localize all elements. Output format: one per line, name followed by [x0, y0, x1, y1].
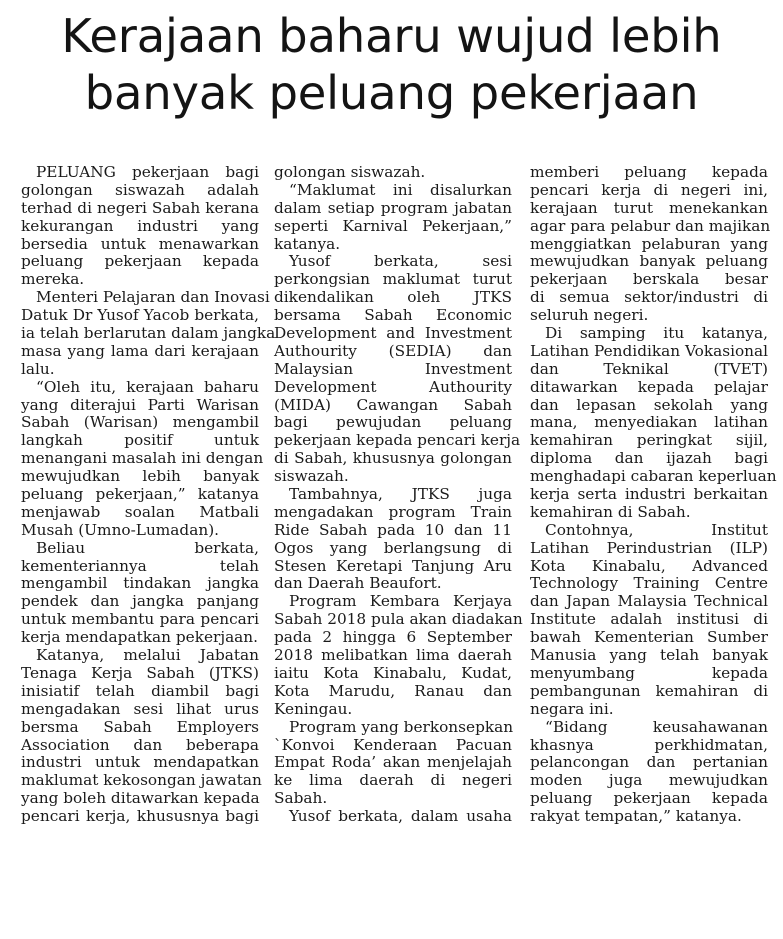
- text-line: seluruh negeri.: [530, 306, 649, 325]
- text-line: Development Authourity: [274, 377, 512, 396]
- text-line: dikendalikan oleh JTKS: [274, 288, 512, 307]
- text-line: “Oleh itu, kerajaan baharu: [36, 377, 259, 396]
- text-line: bersma Sabah Employers: [21, 717, 259, 736]
- text-line: perkongsian maklumat turut: [274, 270, 512, 289]
- text-line: dan Daerah Beaufort.: [274, 574, 442, 593]
- text-line: pembangunan kemahiran di: [530, 681, 768, 700]
- text-line: mengambil tindakan jangka: [21, 574, 259, 593]
- text-line: Program Kembara Kerjaya: [289, 592, 512, 611]
- text-line: langkah positif untuk: [21, 431, 259, 450]
- text-line: Tenaga Kerja Sabah (JTKS): [21, 663, 259, 682]
- text-line: mereka.: [21, 270, 85, 289]
- text-line: Contohnya, Institut: [545, 520, 768, 539]
- text-line: Ogos yang berlangsung di: [274, 538, 512, 557]
- text-line: ditawarkan kepada pelajar: [530, 377, 768, 396]
- article-column-3: [530, 163, 777, 826]
- text-line: mengadakan sesi lihat urus: [21, 699, 259, 718]
- text-line: Menteri Pelajaran dan Inovasi: [36, 288, 270, 307]
- text-line: Ride Sabah pada 10 dan 11: [274, 520, 512, 539]
- text-line: “Maklumat ini disalurkan: [289, 180, 512, 199]
- text-line: Datuk Dr Yusof Yacob berkata,: [21, 306, 259, 325]
- text-line: 2018 melibatkan lima daerah: [274, 646, 512, 665]
- text-line: kementeriannya telah: [21, 556, 259, 575]
- text-line: golongan siswazah.: [274, 163, 426, 181]
- text-line: Malaysian Investment: [274, 359, 512, 378]
- text-line: Empat Roda’ akan menjelajah: [274, 753, 512, 772]
- text-line: pencari kerja di negeri ini,: [530, 180, 768, 199]
- text-line: Kota Kinabalu, Advanced: [530, 556, 768, 575]
- text-line: Sabah.: [274, 789, 328, 808]
- text-line: rakyat tempatan,” katanya.: [530, 807, 742, 826]
- text-line: Musah (Umno-Lumadan).: [21, 520, 220, 539]
- text-line: kemahiran di Sabah.: [530, 502, 691, 521]
- text-line: industri untuk mendapatkan: [21, 753, 259, 772]
- text-line: pendek dan jangka panjang: [21, 592, 259, 611]
- text-line: mana, menyediakan latihan: [530, 413, 768, 432]
- text-line: kemahiran peringkat sijil,: [530, 431, 768, 450]
- text-line: pekerjaan kepada pencari kerja: [274, 431, 521, 450]
- text-line: siswazah.: [274, 467, 349, 486]
- text-line: dan lepasan sekolah yang: [530, 395, 768, 414]
- text-line: dan Japan Malaysia Technical: [530, 592, 768, 611]
- text-line: dan Teknikal (TVET): [530, 359, 768, 378]
- text-line: pelancongan dan pertanian: [530, 753, 768, 772]
- text-line: kekurangan industri yang: [21, 216, 259, 235]
- text-line: lalu.: [21, 359, 55, 378]
- text-line: kerja serta industri berkaitan: [530, 485, 768, 504]
- text-line: khasnya perkhidmatan,: [530, 735, 768, 754]
- text-line: Development and Investment: [274, 324, 512, 343]
- text-line: peluang pekerjaan kepada: [21, 252, 259, 271]
- text-line: kerja mendapatkan pekerjaan.: [21, 628, 259, 647]
- text-line: Tambahnya, JTKS juga: [289, 485, 512, 504]
- text-line: terhad di negeri Sabah kerana: [21, 198, 259, 217]
- text-line: iaitu Kota Kinabalu, Kudat,: [274, 663, 512, 682]
- text-line: menggiatkan pelaburan yang: [530, 234, 768, 253]
- text-line: menghadapi cabaran keperluan: [530, 467, 777, 486]
- article-column-2: [274, 163, 523, 826]
- text-line: Beliau berkata,: [36, 538, 259, 557]
- text-line: Katanya, melalui Jabatan: [36, 646, 259, 665]
- text-line: Sabah 2018 pula akan diadakan: [274, 610, 523, 629]
- text-line: Stesen Keretapi Tanjung Aru: [274, 556, 512, 575]
- text-line: “Bidang keusahawanan: [545, 717, 768, 736]
- text-line: di semua sektor/industri di: [530, 288, 768, 307]
- text-line: Keningau.: [274, 699, 353, 718]
- text-line: bersama Sabah Economic: [274, 306, 512, 325]
- headline-line-1: Kerajaan baharu wujud lebih: [61, 9, 722, 63]
- text-line: maklumat kekosongan jawatan: [21, 771, 262, 790]
- article-column-1: [21, 163, 276, 826]
- text-line: Association dan beberapa: [21, 735, 259, 754]
- text-line: Latihan Pendidikan Vokasional: [530, 341, 769, 360]
- text-line: ia telah berlarutan dalam jangka: [21, 324, 276, 343]
- text-line: Yusof berkata, dalam usaha: [289, 807, 512, 826]
- text-line: mewujudkan banyak peluang: [530, 252, 768, 271]
- text-line: pekerjaan berskala besar: [530, 270, 768, 289]
- article-headline: [14, 8, 769, 122]
- text-line: Institute adalah institusi di: [530, 610, 768, 629]
- text-line: Yusof berkata, sesi: [289, 252, 512, 271]
- text-line: bersedia untuk menawarkan: [21, 234, 259, 253]
- text-line: Latihan Perindustrian (ILP): [530, 538, 768, 557]
- text-line: dalam setiap program jabatan: [274, 198, 512, 217]
- text-line: pada 2 hingga 6 September: [274, 628, 512, 647]
- text-line: Kota Marudu, Ranau dan: [274, 681, 512, 700]
- text-line: `Konvoi Kenderaan Pacuan: [274, 735, 512, 754]
- text-line: Program yang berkonsepkan: [289, 717, 514, 736]
- text-line: menjawab soalan Matbali: [21, 502, 259, 521]
- text-line: seperti Karnival Pekerjaan,”: [274, 216, 512, 235]
- text-line: inisiatif telah diambil bagi: [21, 681, 259, 700]
- text-line: di Sabah, khususnya golongan: [274, 449, 512, 468]
- text-line: masa yang lama dari kerajaan: [21, 341, 259, 360]
- text-line: Manusia yang telah banyak: [530, 646, 768, 665]
- text-line: Technology Training Centre: [530, 574, 768, 593]
- text-line: menyumbang kepada: [530, 663, 768, 682]
- text-line: Sabah (Warisan) mengambil: [21, 413, 259, 432]
- text-line: moden juga mewujudkan: [530, 771, 768, 790]
- text-line: golongan siswazah adalah: [21, 180, 259, 199]
- text-line: pencari kerja, khususnya bagi: [21, 807, 259, 826]
- text-line: bagi pewujudan peluang: [274, 413, 512, 432]
- text-line: negara ini.: [530, 699, 614, 718]
- text-line: Authourity (SEDIA) dan: [274, 341, 512, 360]
- text-line: kerajaan turut menekankan: [530, 198, 768, 217]
- text-line: bawah Kementerian Sumber: [530, 628, 768, 647]
- text-line: peluang pekerjaan kepada: [530, 789, 768, 808]
- headline-line-2: banyak peluang pekerjaan: [84, 66, 699, 120]
- text-line: Di samping itu katanya,: [545, 324, 768, 343]
- text-line: yang boleh ditawarkan kepada: [21, 789, 260, 808]
- text-line: (MIDA) Cawangan Sabah: [274, 395, 512, 414]
- text-line: PELUANG pekerjaan bagi: [36, 163, 259, 181]
- text-line: diploma dan ijazah bagi: [530, 449, 768, 468]
- text-line: agar para pelabur dan majikan: [530, 216, 771, 235]
- text-line: peluang pekerjaan,” katanya: [21, 485, 259, 504]
- text-line: menangani masalah ini dengan: [21, 449, 264, 468]
- text-line: untuk membantu para pencari: [21, 610, 259, 629]
- text-line: memberi peluang kepada: [530, 163, 768, 181]
- text-line: mengadakan program Train: [274, 502, 512, 521]
- text-line: katanya.: [274, 234, 341, 253]
- text-line: mewujudkan lebih banyak: [21, 467, 259, 486]
- text-line: ke lima daerah di negeri: [274, 771, 512, 790]
- text-line: yang diterajui Parti Warisan: [21, 395, 259, 414]
